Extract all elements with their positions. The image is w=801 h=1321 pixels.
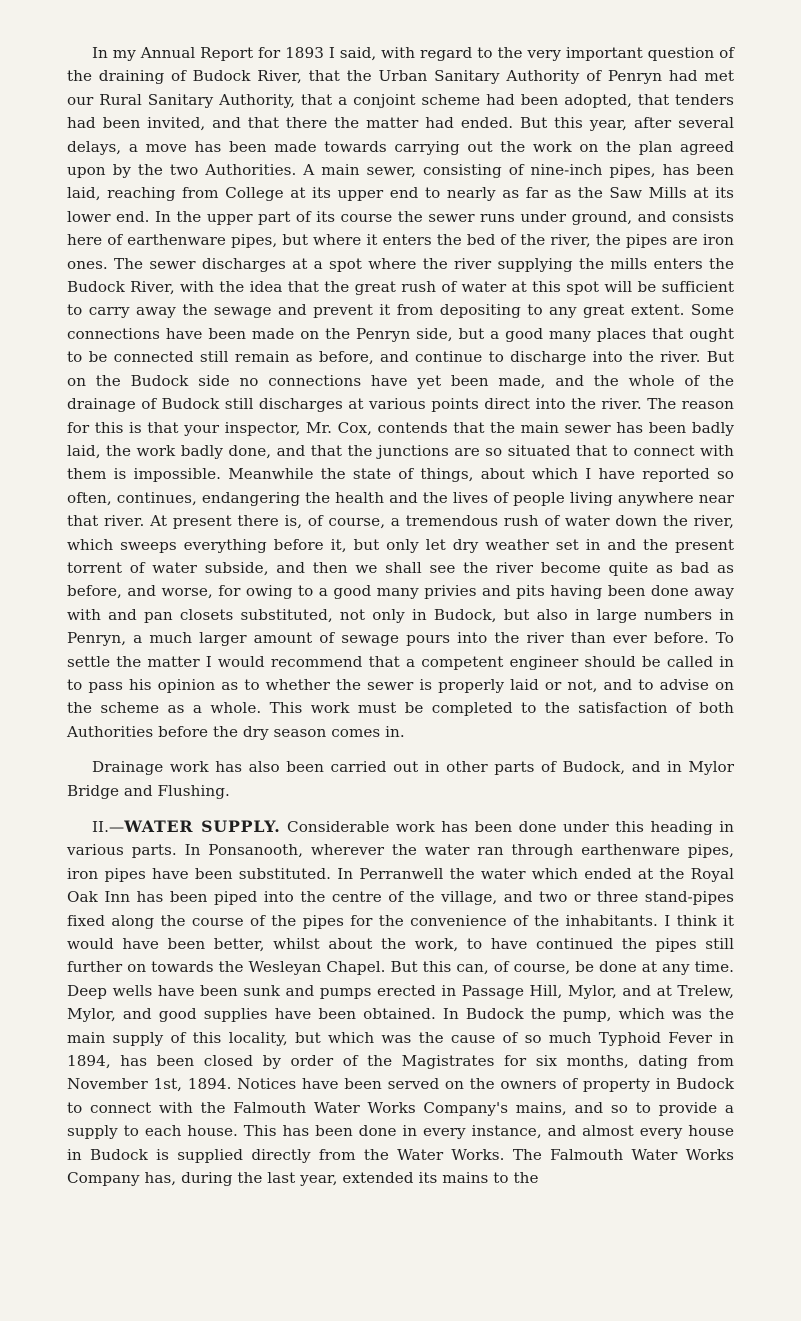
section-number: II.— bbox=[92, 818, 125, 836]
paragraph-other-drainage-work: Drainage work has also been carried out in other parts of Budock, and in Mylor Bridge and Flushing. bbox=[67, 758, 734, 800]
text-column bbox=[67, 42, 734, 1191]
section-heading-water-supply: WATER SUPPLY. bbox=[124, 817, 281, 836]
water-supply-body: Considerable work has been done under this heading in various parts. In Ponsanooth, wherever the water ran through earthenware pipes, iron pipes have been substituted. In Perranwell the water which ended at the Royal Oak Inn has been piped into the centre of the village, and two or three stand-pipes fixed along the course of the pipes for the convenience of the inhabitants. I think it would have been better, whilst about the work, to have continued the pipes still further on towards the Wesleyan Chapel. But this can, of course, be done at any time. Deep wells have been sunk and pumps erected in Passage Hill, Mylor, and at Trelew, Mylor, and good supplies have been obtained. In Budock the pump, which was the main supply of this locality, but which was the cause of so much Typhoid Fever in 1894, has been closed by order of the Magistrates for six months, dating from November 1st, 1894. Notices have been served on the owners of property in Budock to connect with the Falmouth Water Works Company's mains, and so to provide a supply to each house. This has been done in every instance, and almost every house in Budock is supplied directly from the Water Works. The Falmouth Water Works Company has, during the last year, extended its mains to the bbox=[67, 818, 734, 1188]
paragraph-budock-river-drainage: In my Annual Report for 1893 I said, with regard to the very important question of the draining of Budock River, that the Urban Sanitary Authority of Penryn had met our Rural Sanitary Authority, that a conjoint scheme had been adopted, that tenders had been invited, and that there the matter had ended. But this year, after several delays, a move has been made towards carrying out the work on the plan agreed upon by the two Authorities. A main sewer, consisting of nine-inch pipes, has been laid, reaching from College at its upper end to nearly as far as the Saw Mills at its lower end. In the upper part of its course the sewer runs under ground, and consists here of earthenware pipes, but where it enters the bed of the river, the pipes are iron ones. The sewer discharges at a spot where the river supplying the mills enters the Budock River, with the idea that the great rush of water at this spot will be sufficient to carry away the sewage and prevent it from depositing to any great extent. Some connections have been made on the Penryn side, but a good many places that ought to be connected still remain as before, and continue to discharge into the river. But on the Budock side no connections have yet been made, and the whole of the drainage of Budock still discharges at various points direct into the river. The reason for this is that your inspector, Mr. Cox, contends that the main sewer has been badly laid, the work badly done, and that the junctions are so situated that to connect with them is impossible. Meanwhile the state of things, about which I have reported so often, continues, endangering the health and the lives of people living anywhere near that river. At present there is, of course, a tremendous rush of water down the river, which sweeps everything before it, but only let dry weather set in and the present torrent of water subside, and then we shall see the river become quite as bad as before, and worse, for owing to a good many privies and pits having been done away with and pan closets substituted, not only in Budock, but also in large numbers in Penryn, a much larger amount of sewage pours into the river than ever before. To settle the matter I would recommend that a competent engineer should be called in to pass his opinion as to whether the sewer is properly laid or not, and to advise on the scheme as a whole. This work must be completed to the satisfaction of both Authorities before the dry season comes in. bbox=[67, 44, 734, 741]
paragraph-water-supply bbox=[67, 815, 734, 1191]
